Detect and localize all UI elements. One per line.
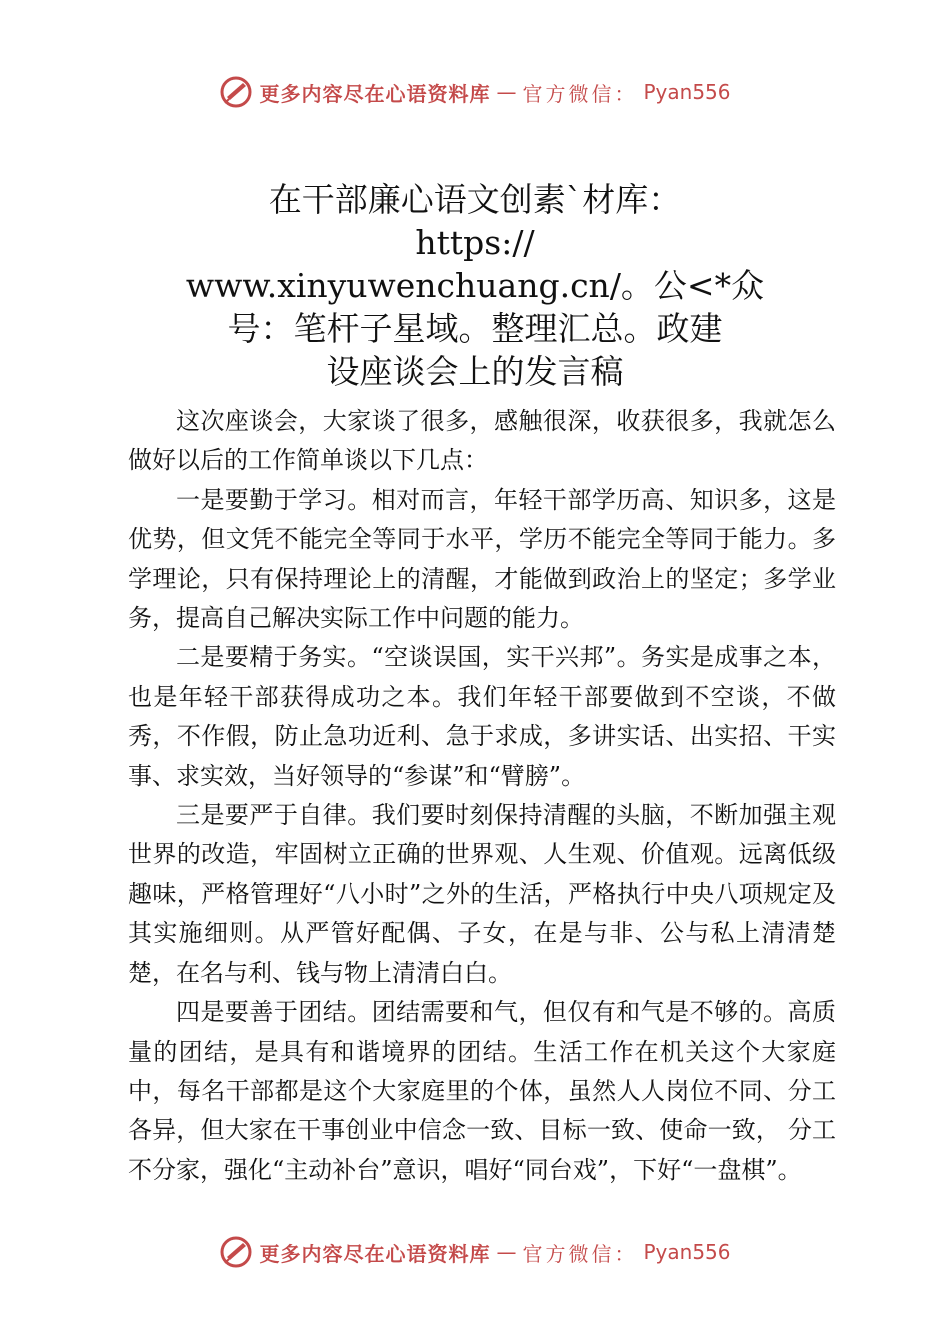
paragraph-point-2: 二是要精于务实。“空谈误国，实干兴邦”。务实是成事之本，也是年轻干部获得成功之本。我们年轻干部要做到不空谈，不做秀，不作假，防止急功近利、急于求成，多讲实话、出实招、干实事、求实效，当好领导的“参谋”和“臂膀”。 [128, 643, 836, 790]
title-line: 在干部廉心语文创素`材库： [268, 180, 682, 219]
title-line: www.xinyuwenchuang.cn/。公<*众 [185, 266, 765, 305]
paragraph-intro: 这次座谈会，大家谈了很多，感触很深，收获很多，我就怎么做好以后的工作简单谈以下几点： [128, 407, 836, 475]
title-line: https:// [415, 223, 535, 262]
banner-wechat-id: Pyan556 [643, 1240, 731, 1264]
document-body [128, 402, 836, 1190]
banner-dash: — [496, 1240, 517, 1264]
banner-wechat-label: 官方微信： [522, 1241, 638, 1266]
pen-logo-icon [219, 75, 253, 109]
document-title [130, 178, 820, 393]
banner-wechat-label: 官方微信： [522, 81, 638, 106]
header-banner [0, 72, 950, 112]
title-line: 设座谈会上的发言稿 [326, 352, 624, 391]
banner-text: 更多内容尽在心语资料库 [259, 1241, 491, 1266]
title-line: 号：笔杆子星域。整理汇总。政建 [227, 309, 723, 348]
paragraph-point-1: 一是要勤于学习。相对而言，年轻干部学历高、知识多，这是优势，但文凭不能完全等同于水平，学历不能完全等同于能力。多学理论，只有保持理论上的清醒，才能做到政治上的坚定；多学业务，提高自己解决实际工作中问题的能力。 [128, 485, 836, 633]
pen-logo-icon [219, 1235, 253, 1269]
paragraph-point-3: 三是要严于自律。我们要时刻保持清醒的头脑，不断加强主观世界的改造，牢固树立正确的世界观、人生观、价值观。远离低级趣味，严格管理好“八小时”之外的生活，严格执行中央八项规定及其实施细则。从严管好配偶、子女，在是与非、公与私上清清楚楚，在名与利、钱与物上清清白白。 [128, 801, 836, 987]
banner-text: 更多内容尽在心语资料库 [259, 81, 491, 106]
footer-banner [0, 1232, 950, 1272]
banner-dash: — [496, 80, 517, 104]
banner-wechat-id: Pyan556 [643, 80, 731, 104]
paragraph-point-4: 四是要善于团结。团结需要和气，但仅有和气是不够的。高质量的团结，是具有和谐境界的团结。生活工作在机关这个大家庭中，每名干部都是这个大家庭里的个体，虽然人人岗位不同、分工各异，但大家在干事创业中信念一致、目标一致、使命一致， 分工不分家，强化“主动补台”意识，唱好“同台戏”，下好“一盘棋”。 [128, 998, 836, 1184]
